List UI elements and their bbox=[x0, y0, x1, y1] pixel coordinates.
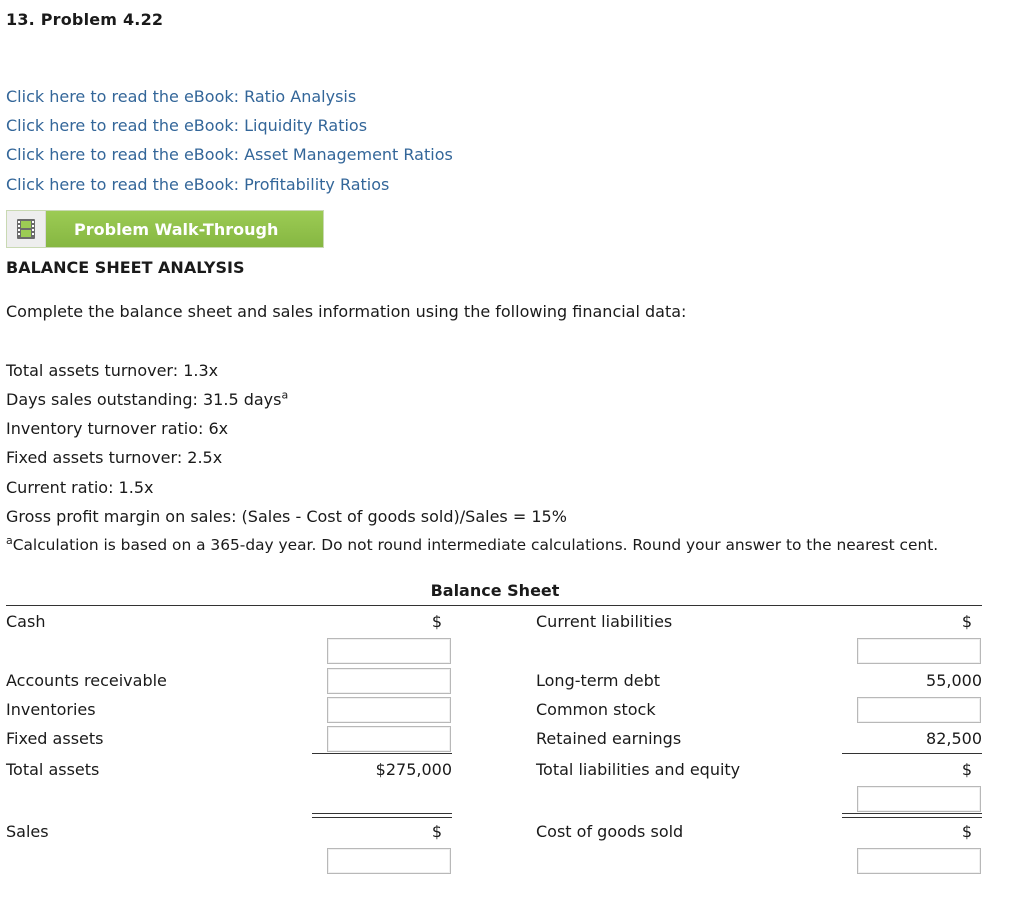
common-stock-input[interactable] bbox=[857, 697, 981, 723]
cash-label: Cash bbox=[6, 612, 46, 631]
cash-currency: $ bbox=[431, 612, 442, 631]
balance-sheet-top-rule bbox=[6, 605, 982, 606]
sales-currency: $ bbox=[431, 822, 442, 841]
dso-footnote-marker: a bbox=[281, 388, 289, 402]
retained-earnings-label: Retained earnings bbox=[536, 729, 682, 748]
fact-gross-margin: Gross profit margin on sales: (Sales - Cost of goods sold)/Sales = 15% bbox=[6, 507, 567, 526]
sales-input[interactable] bbox=[327, 848, 451, 874]
inventories-label: Inventories bbox=[6, 700, 96, 719]
total-le-double-rule bbox=[842, 813, 982, 818]
film-icon bbox=[7, 211, 46, 247]
fact-days-sales-outstanding bbox=[6, 390, 288, 409]
problem-title: 13. Problem 4.22 bbox=[6, 10, 164, 29]
link-ratio-analysis[interactable]: Click here to read the eBook: Ratio Analysis bbox=[6, 87, 357, 106]
total-assets-rule bbox=[312, 753, 452, 754]
footnote-text: Calculation is based on a 365-day year. Do not round intermediate calculations. Round your answer to the nearest cent. bbox=[12, 536, 939, 554]
fact-fixed-assets-turnover: Fixed assets turnover: 2.5x bbox=[6, 448, 223, 467]
fact-inventory-turnover: Inventory turnover ratio: 6x bbox=[6, 419, 229, 438]
fact-current-ratio: Current ratio: 1.5x bbox=[6, 478, 154, 497]
total-liabilities-equity-currency: $ bbox=[961, 760, 972, 779]
retained-earnings-value: 82,500 bbox=[926, 729, 982, 748]
total-liabilities-equity-label: Total liabilities and equity bbox=[536, 760, 741, 779]
total-assets-double-rule bbox=[312, 813, 452, 818]
walkthrough-label: Problem Walk-Through bbox=[46, 211, 323, 247]
inventories-input[interactable] bbox=[327, 697, 451, 723]
long-term-debt-value: 55,000 bbox=[926, 671, 982, 690]
total-assets-label: Total assets bbox=[6, 760, 100, 779]
cogs-currency: $ bbox=[961, 822, 972, 841]
footnote bbox=[6, 533, 939, 554]
common-stock-label: Common stock bbox=[536, 700, 656, 719]
total-le-rule bbox=[842, 753, 982, 754]
total-liabilities-equity-input[interactable] bbox=[857, 786, 981, 812]
current-liabilities-label: Current liabilities bbox=[536, 612, 673, 631]
fixed-assets-input[interactable] bbox=[327, 726, 451, 752]
fixed-assets-label: Fixed assets bbox=[6, 729, 104, 748]
cash-input[interactable] bbox=[327, 638, 451, 664]
total-assets-value: $275,000 bbox=[375, 760, 452, 779]
link-profitability-ratios[interactable]: Click here to read the eBook: Profitability Ratios bbox=[6, 175, 390, 194]
link-liquidity-ratios[interactable]: Click here to read the eBook: Liquidity Ratios bbox=[6, 116, 368, 135]
link-asset-management-ratios[interactable]: Click here to read the eBook: Asset Management Ratios bbox=[6, 145, 453, 164]
section-title: BALANCE SHEET ANALYSIS bbox=[6, 258, 245, 277]
sales-label: Sales bbox=[6, 822, 49, 841]
accounts-receivable-input[interactable] bbox=[327, 668, 451, 694]
long-term-debt-label: Long-term debt bbox=[536, 671, 661, 690]
current-liabilities-currency: $ bbox=[961, 612, 972, 631]
intro-text: Complete the balance sheet and sales information using the following financial data: bbox=[6, 302, 687, 321]
fact-total-assets-turnover: Total assets turnover: 1.3x bbox=[6, 361, 219, 380]
cogs-input[interactable] bbox=[857, 848, 981, 874]
footnote-marker: a bbox=[6, 533, 13, 547]
balance-sheet-title: Balance Sheet bbox=[430, 581, 560, 600]
problem-walkthrough-button[interactable] bbox=[6, 210, 324, 248]
current-liabilities-input[interactable] bbox=[857, 638, 981, 664]
accounts-receivable-label: Accounts receivable bbox=[6, 671, 167, 690]
cogs-label: Cost of goods sold bbox=[536, 822, 684, 841]
dso-text: Days sales outstanding: 31.5 days bbox=[6, 390, 282, 409]
